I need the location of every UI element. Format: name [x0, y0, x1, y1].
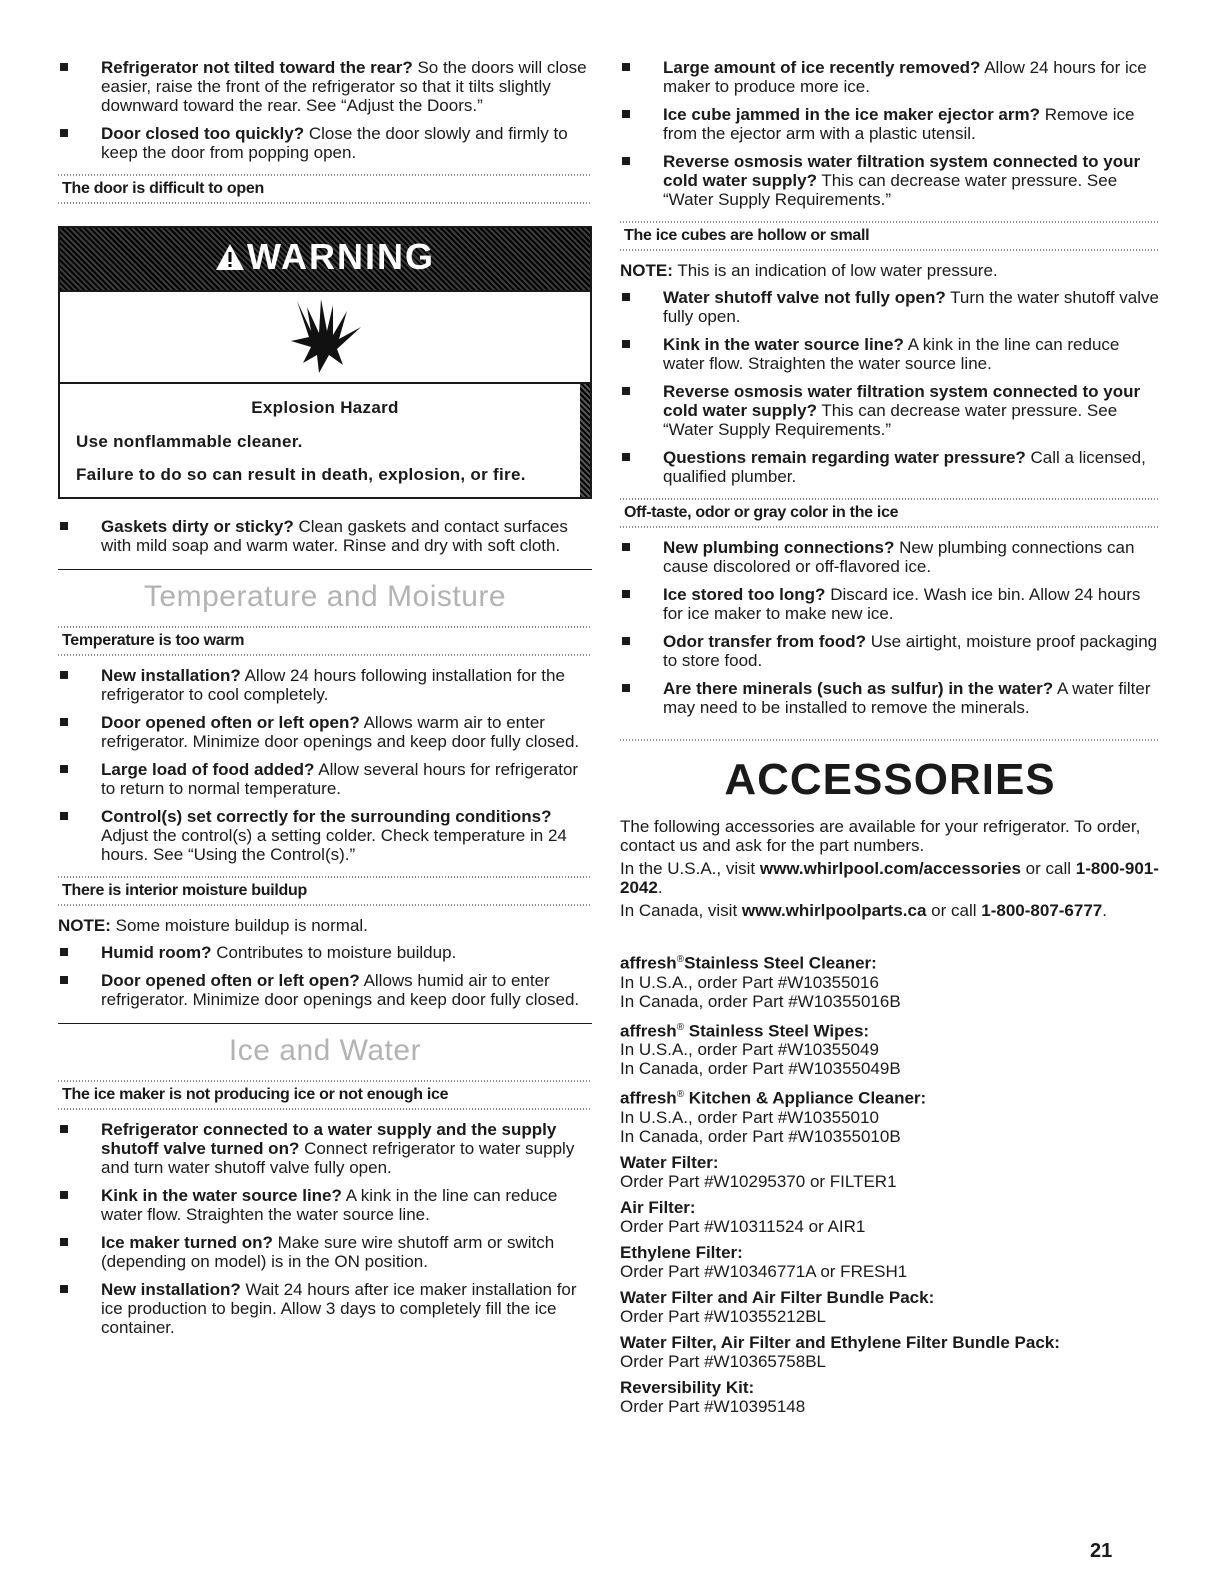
- usa-contact: In the U.S.A., visit www.whirlpool.com/accessories or call 1-800-901-2042.: [620, 859, 1159, 897]
- list-item: Humid room? Contributes to moisture buildup.: [58, 943, 592, 962]
- door-list: [58, 517, 592, 555]
- warning-body: [60, 384, 590, 497]
- accessories-intro: The following accessories are available for your refrigerator. To order, contact us and ask for the part numbers.: [620, 817, 1141, 855]
- usa-phone: 1-800-901-2042: [620, 859, 1159, 897]
- right-column: [620, 58, 1160, 1423]
- list-item: Ice stored too long? Discard ice. Wash ice bin. Allow 24 hours for ice maker to make new ice.: [620, 585, 1160, 623]
- section-title-ice-water: Ice and Water: [58, 1023, 592, 1068]
- list-item: Gaskets dirty or sticky? Clean gaskets and contact surfaces with mild soap and warm water. Rinse and dry with soft cloth.: [58, 517, 592, 555]
- subhead-not-producing: The ice maker is not producing ice or not enough ice: [58, 1080, 592, 1110]
- canada-contact: In Canada, visit www.whirlpoolparts.ca or call 1-800-807-6777.: [620, 901, 1107, 920]
- list-item: Door opened often or left open? Allows warm air to enter refrigerator. Minimize door openings and keep door fully closed.: [58, 713, 592, 751]
- cont-list: [620, 58, 1160, 209]
- not-producing-list: [58, 1120, 592, 1337]
- list-item: Refrigerator connected to a water supply and the supply shutoff valve turned on? Connect refrigerator to water supply and turn water shutoff valve fully open.: [58, 1120, 592, 1177]
- usa-url-link[interactable]: www.whirlpool.com/accessories: [759, 859, 1021, 878]
- accessory-item: Reversibility Kit: Order Part #W10395148: [620, 1377, 806, 1416]
- warning-label: WARNING: [247, 236, 435, 277]
- list-item: New installation? Wait 24 hours after ice maker installation for ice production to begin. Allow 3 days to completely fill the ice container.: [58, 1280, 592, 1337]
- accessory-item: Water Filter and Air Filter Bundle Pack: Order Part #W10355212BL: [620, 1287, 935, 1326]
- intro-list: [58, 58, 592, 162]
- list-item: Refrigerator not tilted toward the rear? So the doors will close easier, raise the front of the refrigerator so that it tilts slightly downward toward the rear. See “Adjust the Doors.”: [58, 58, 592, 115]
- list-item: Ice maker turned on? Make sure wire shutoff arm or switch (depending on model) is in the ON position.: [58, 1233, 592, 1271]
- subhead-hollow: The ice cubes are hollow or small: [620, 221, 1160, 251]
- accessory-item: Water Filter: Order Part #W10295370 or FILTER1: [620, 1152, 897, 1191]
- accessory-item: Ethylene Filter: Order Part #W10346771A or FRESH1: [620, 1242, 908, 1281]
- list-item: Door closed too quickly? Close the door slowly and firmly to keep the door from popping open.: [58, 124, 592, 162]
- list-item: Large amount of ice recently removed? Allow 24 hours for ice maker to produce more ice.: [620, 58, 1160, 96]
- accessory-item: affresh®Stainless Steel Cleaner: In U.S.A., order Part #W10355016 In Canada, order Part #W10355016B: [620, 953, 901, 1011]
- list-item: Reverse osmosis water filtration system connected to your cold water supply? This can decrease water pressure. See “Water Supply Requirements.”: [620, 382, 1160, 439]
- list-item: Water shutoff valve not fully open? Turn the water shutoff valve fully open.: [620, 288, 1160, 326]
- left-column: [58, 58, 592, 1346]
- list-item: New plumbing connections? New plumbing connections can cause discolored or off-flavored ice.: [620, 538, 1160, 576]
- list-item: Kink in the water source line? A kink in the line can reduce water flow. Straighten the water source line.: [620, 335, 1160, 373]
- list-item: Ice cube jammed in the ice maker ejector arm? Remove ice from the ejector arm with a plastic utensil.: [620, 105, 1160, 143]
- moisture-list: [58, 943, 592, 1009]
- warning-header: [60, 228, 590, 292]
- list-item: Control(s) set correctly for the surrounding conditions? Adjust the control(s) a setting colder. Check temperature in 24 hours. See “Using the Control(s).”: [58, 807, 592, 864]
- section-title-temperature: Temperature and Moisture: [58, 569, 592, 614]
- subhead-offtaste: Off-taste, odor or gray color in the ice: [620, 498, 1160, 528]
- list-item: Are there minerals (such as sulfur) in the water? A water filter may need to be installed to remove the minerals.: [620, 679, 1160, 717]
- canada-url-link[interactable]: www.whirlpoolparts.ca: [741, 901, 927, 920]
- accessory-item: affresh® Stainless Steel Wipes: In U.S.A., order Part #W10355049 In Canada, order Part #W10355049B: [620, 1021, 901, 1079]
- offtaste-list: [620, 538, 1160, 717]
- note: NOTE: This is an indication of low water pressure.: [620, 261, 998, 280]
- subhead-too-warm: Temperature is too warm: [58, 626, 592, 656]
- accessories-title: ACCESSORIES: [724, 755, 1056, 804]
- explosion-icon: [285, 297, 365, 377]
- note: NOTE: Some moisture buildup is normal.: [58, 916, 368, 935]
- list-item: Kink in the water source line? A kink in the line can reduce water flow. Straighten the water source line.: [58, 1186, 592, 1224]
- warning-line: Use nonflammable cleaner.: [76, 432, 303, 451]
- canada-phone: 1-800-807-6777: [981, 901, 1103, 920]
- warning-line: Failure to do so can result in death, explosion, or fire.: [76, 465, 526, 484]
- subhead-moisture: There is interior moisture buildup: [58, 876, 592, 906]
- list-item: Odor transfer from food? Use airtight, moisture proof packaging to store food.: [620, 632, 1160, 670]
- subhead-door-difficult: The door is difficult to open: [58, 174, 592, 204]
- list-item: Reverse osmosis water filtration system connected to your cold water supply? This can decrease water pressure. See “Water Supply Requirements.”: [620, 152, 1160, 209]
- hollow-list: [620, 288, 1160, 486]
- warning-symbol: [60, 292, 590, 384]
- accessory-list: [620, 950, 1160, 1416]
- too-warm-list: [58, 666, 592, 864]
- list-item: Door opened often or left open? Allows humid air to enter refrigerator. Minimize door openings and keep door fully closed.: [58, 971, 592, 1009]
- list-item: New installation? Allow 24 hours following installation for the refrigerator to cool completely.: [58, 666, 592, 704]
- page-number: 21: [1090, 1540, 1113, 1562]
- accessory-item: Air Filter: Order Part #W10311524 or AIR1: [620, 1197, 866, 1236]
- list-item: Large load of food added? Allow several hours for refrigerator to return to normal temperature.: [58, 760, 592, 798]
- accessory-item: affresh® Kitchen & Appliance Cleaner: In U.S.A., order Part #W10355010 In Canada, order Part #W10355010B: [620, 1088, 927, 1146]
- warning-triangle-icon: [215, 243, 245, 271]
- accessory-item: Water Filter, Air Filter and Ethylene Filter Bundle Pack: Order Part #W10365758BL: [620, 1332, 1060, 1371]
- divider: [620, 739, 1160, 741]
- list-item: Questions remain regarding water pressure? Call a licensed, qualified plumber.: [620, 448, 1160, 486]
- hazard-title: Explosion Hazard: [251, 398, 399, 417]
- warning-box: [58, 226, 592, 499]
